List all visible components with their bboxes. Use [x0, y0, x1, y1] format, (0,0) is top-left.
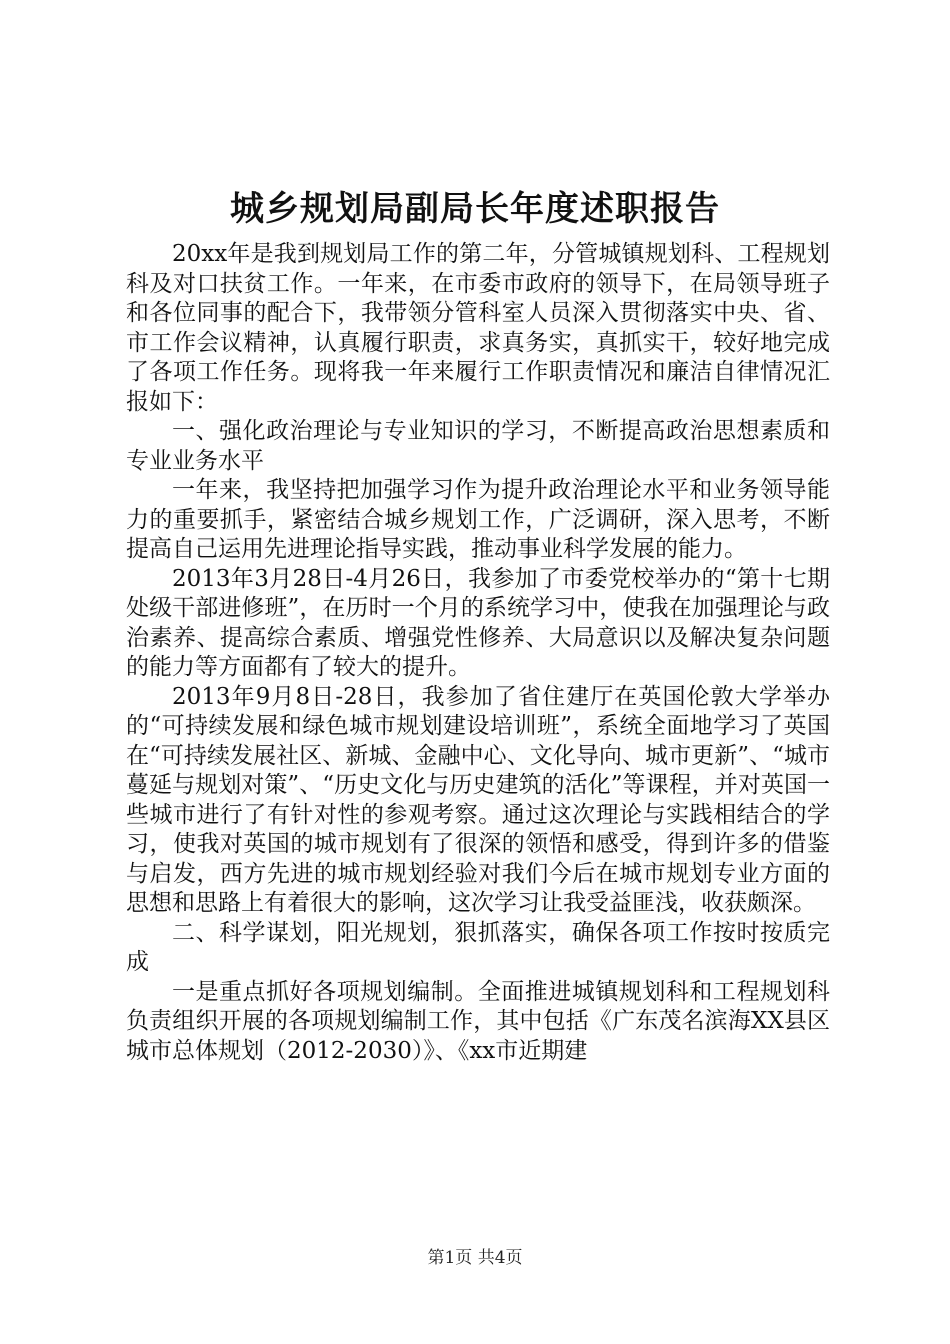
- paragraph-planning: 一是重点抓好各项规划编制。全面推进城镇规划科和工程规划科负责组织开展的各项规划编制工作，其中包括《广东茂名滨海XX县区城市总体规划（2012-2030）》、《xx市近期建: [126, 978, 830, 1064]
- paragraph-study: 一年来，我坚持把加强学习作为提升政治理论水平和业务领导能力的重要抓手，紧密结合城乡规划工作，广泛调研，深入思考，不断提高自己运用先进理论指导实践，推动事业科学发展的能力。: [126, 477, 830, 562]
- document-body: [126, 240, 830, 1066]
- paragraph-party-school: 2013年3月28日-4月26日，我参加了市委党校举办的“第十七期处级干部进修班”，在历时一个月的系统学习中，使我在加强理论与政治素养、提高综合素质、增强党性修养、大局意识以及解决复杂问题的能力等方面都有了较大的提升。: [126, 565, 830, 680]
- page-footer: 第1页 共4页: [427, 1248, 523, 1268]
- section-heading-2: 二、科学谋划，阳光规划，狠抓落实，确保各项工作按时按质完成: [126, 919, 830, 975]
- paragraph-intro: 20xx年是我到规划局工作的第二年，分管城镇规划科、工程规划科及对口扶贫工作。一年来，在市委市政府的领导下，在局领导班子和各位同事的配合下，我带领分管科室人员深入贯彻落实中央、省、市工作会议精神，认真履行职责，求真务实，真抓实干，较好地完成了各项工作任务。现将我一年来履行工作职责情况和廉洁自律情况汇报如下：: [126, 241, 830, 415]
- paragraph-london-training: 2013年9月8日-28日，我参加了省住建厅在英国伦敦大学举办的“可持续发展和绿色城市规划建设培训班”，系统全面地学习了英国在“可持续发展社区、新城、金融中心、文化导向、城市更新”、“城市蔓延与规划对策”、“历史文化与历史建筑的活化”等课程，并对英国一些城市进行了有针对性的参观考察。通过这次理论与实践相结合的学习，使我对英国的城市规划有了很深的领悟和感受，得到许多的借鉴与启发，西方先进的城市规划经验对我们今后在城市规划专业方面的思想和思路上有着很大的影响，这次学习让我受益匪浅，收获颇深。: [126, 683, 830, 916]
- document-title: 城乡规划局副局长年度述职报告: [230, 189, 720, 229]
- section-heading-1: 一、强化政治理论与专业知识的学习，不断提高政治思想素质和专业业务水平: [126, 418, 830, 474]
